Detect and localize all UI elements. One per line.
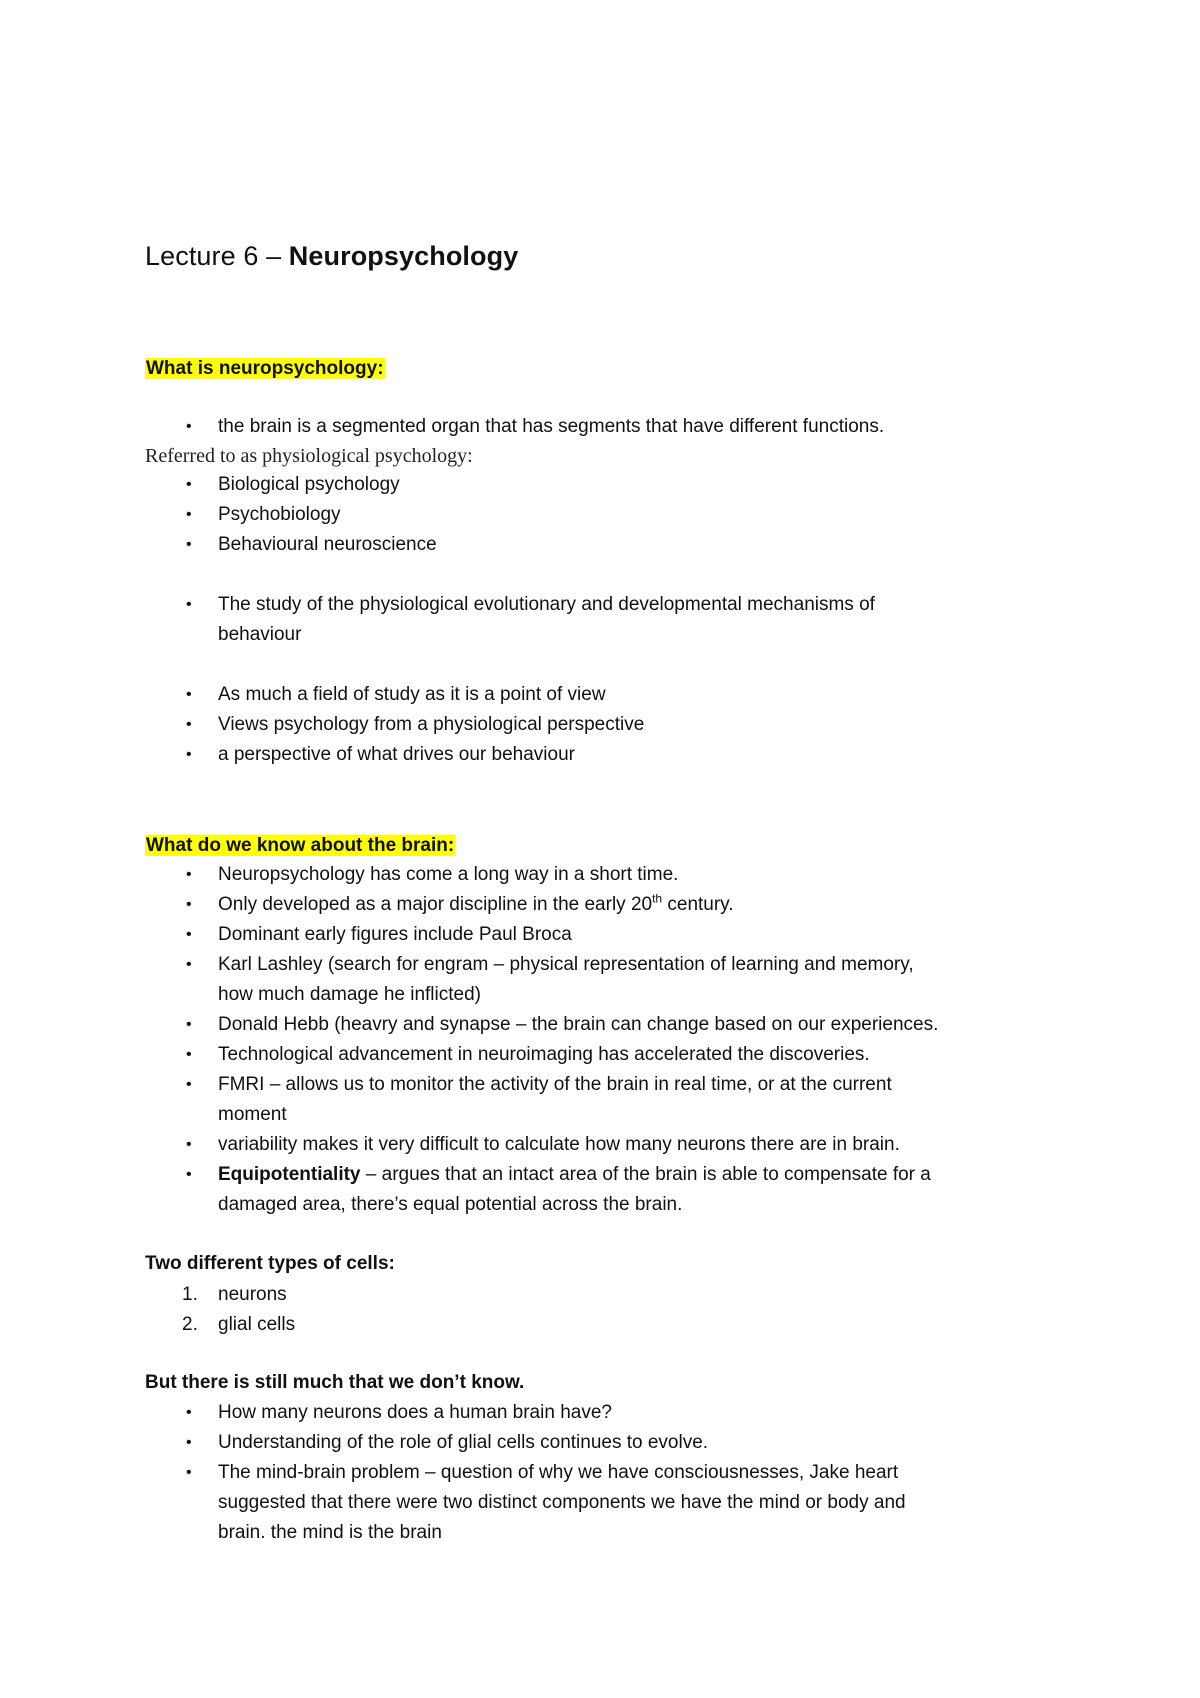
bullet: • xyxy=(186,956,192,973)
heading-still-unknown: But there is still much that we don’t know. xyxy=(145,1372,525,1393)
bullet: • xyxy=(186,866,192,883)
list-item: Views psychology from a physiological perspective xyxy=(218,714,645,735)
list-item: Dominant early figures include Paul Broca xyxy=(218,924,572,945)
bullet: • xyxy=(186,926,192,943)
heading-what-do-we-know: What do we know about the brain: xyxy=(146,835,455,856)
list-item: Donald Hebb (heavry and synapse – the brain can change based on our experiences. xyxy=(218,1014,939,1035)
bullet: • xyxy=(186,1166,192,1183)
note-text: Referred to as physiological psychology: xyxy=(145,445,473,467)
term-equipotentiality: Equipotentiality xyxy=(218,1164,361,1185)
list-number: 1. xyxy=(182,1284,198,1305)
list-item-continuation: how much damage he inflicted) xyxy=(218,984,481,1005)
list-item: Only developed as a major discipline in the early 20th century. xyxy=(218,891,734,915)
list-item: neurons xyxy=(218,1284,287,1305)
list-item: The study of the physiological evolutionary and developmental mechanisms of xyxy=(218,594,875,615)
list-item-continuation: moment xyxy=(218,1104,287,1125)
bullet: • xyxy=(186,1046,192,1063)
list-number: 2. xyxy=(182,1314,198,1335)
list-item: Behavioural neuroscience xyxy=(218,534,437,555)
list-item-continuation: damaged area, there’s equal potential across the brain. xyxy=(218,1194,683,1215)
bullet: • xyxy=(186,686,192,703)
list-item-continuation: brain. the mind is the brain xyxy=(218,1522,442,1543)
list-item: Neuropsychology has come a long way in a short time. xyxy=(218,864,679,885)
superscript: th xyxy=(652,891,663,906)
list-item: How many neurons does a human brain have? xyxy=(218,1402,612,1423)
bullet: • xyxy=(186,506,192,523)
list-item: glial cells xyxy=(218,1314,296,1335)
list-item: The mind-brain problem – question of why we have consciousnesses, Jake heart xyxy=(218,1462,899,1483)
list-item: Understanding of the role of glial cells continues to evolve. xyxy=(218,1432,709,1453)
list-item: Technological advancement in neuroimaging has accelerated the discoveries. xyxy=(218,1044,870,1065)
bullet: • xyxy=(186,1464,192,1481)
bullet: • xyxy=(186,1076,192,1093)
bullet: • xyxy=(186,1136,192,1153)
bullet: • xyxy=(186,716,192,733)
bullet: • xyxy=(186,418,192,435)
list-item: the brain is a segmented organ that has segments that have different functions. xyxy=(218,416,885,437)
bullet: • xyxy=(186,1404,192,1421)
list-item: As much a field of study as it is a point of view xyxy=(218,684,606,705)
list-item-continuation: suggested that there were two distinct components we have the mind or body and xyxy=(218,1492,906,1513)
title-lead: Lecture 6 – xyxy=(145,241,289,271)
bullet: • xyxy=(186,476,192,493)
list-item: FMRI – allows us to monitor the activity of the brain in real time, or at the current xyxy=(218,1074,892,1095)
bullet: • xyxy=(186,596,192,613)
heading-two-types-of-cells: Two different types of cells: xyxy=(145,1253,395,1274)
bullet: • xyxy=(186,1016,192,1033)
list-item: a perspective of what drives our behaviour xyxy=(218,744,575,765)
title-main: Neuropsychology xyxy=(288,241,519,271)
list-item: Equipotentiality – argues that an intact area of the brain is able to compensate for a xyxy=(218,1164,931,1185)
bullet: • xyxy=(186,536,192,553)
list-item: variability makes it very difficult to calculate how many neurons there are in brain. xyxy=(218,1134,900,1155)
bullet: • xyxy=(186,896,192,913)
bullet: • xyxy=(186,746,192,763)
list-item: Biological psychology xyxy=(218,474,400,495)
heading-what-is-neuropsychology: What is neuropsychology: xyxy=(146,358,384,379)
list-item-continuation: behaviour xyxy=(218,624,302,645)
list-item: Karl Lashley (search for engram – physical representation of learning and memory, xyxy=(218,954,914,975)
bullet: • xyxy=(186,1434,192,1451)
page-title xyxy=(145,238,518,274)
list-item: Psychobiology xyxy=(218,504,341,525)
